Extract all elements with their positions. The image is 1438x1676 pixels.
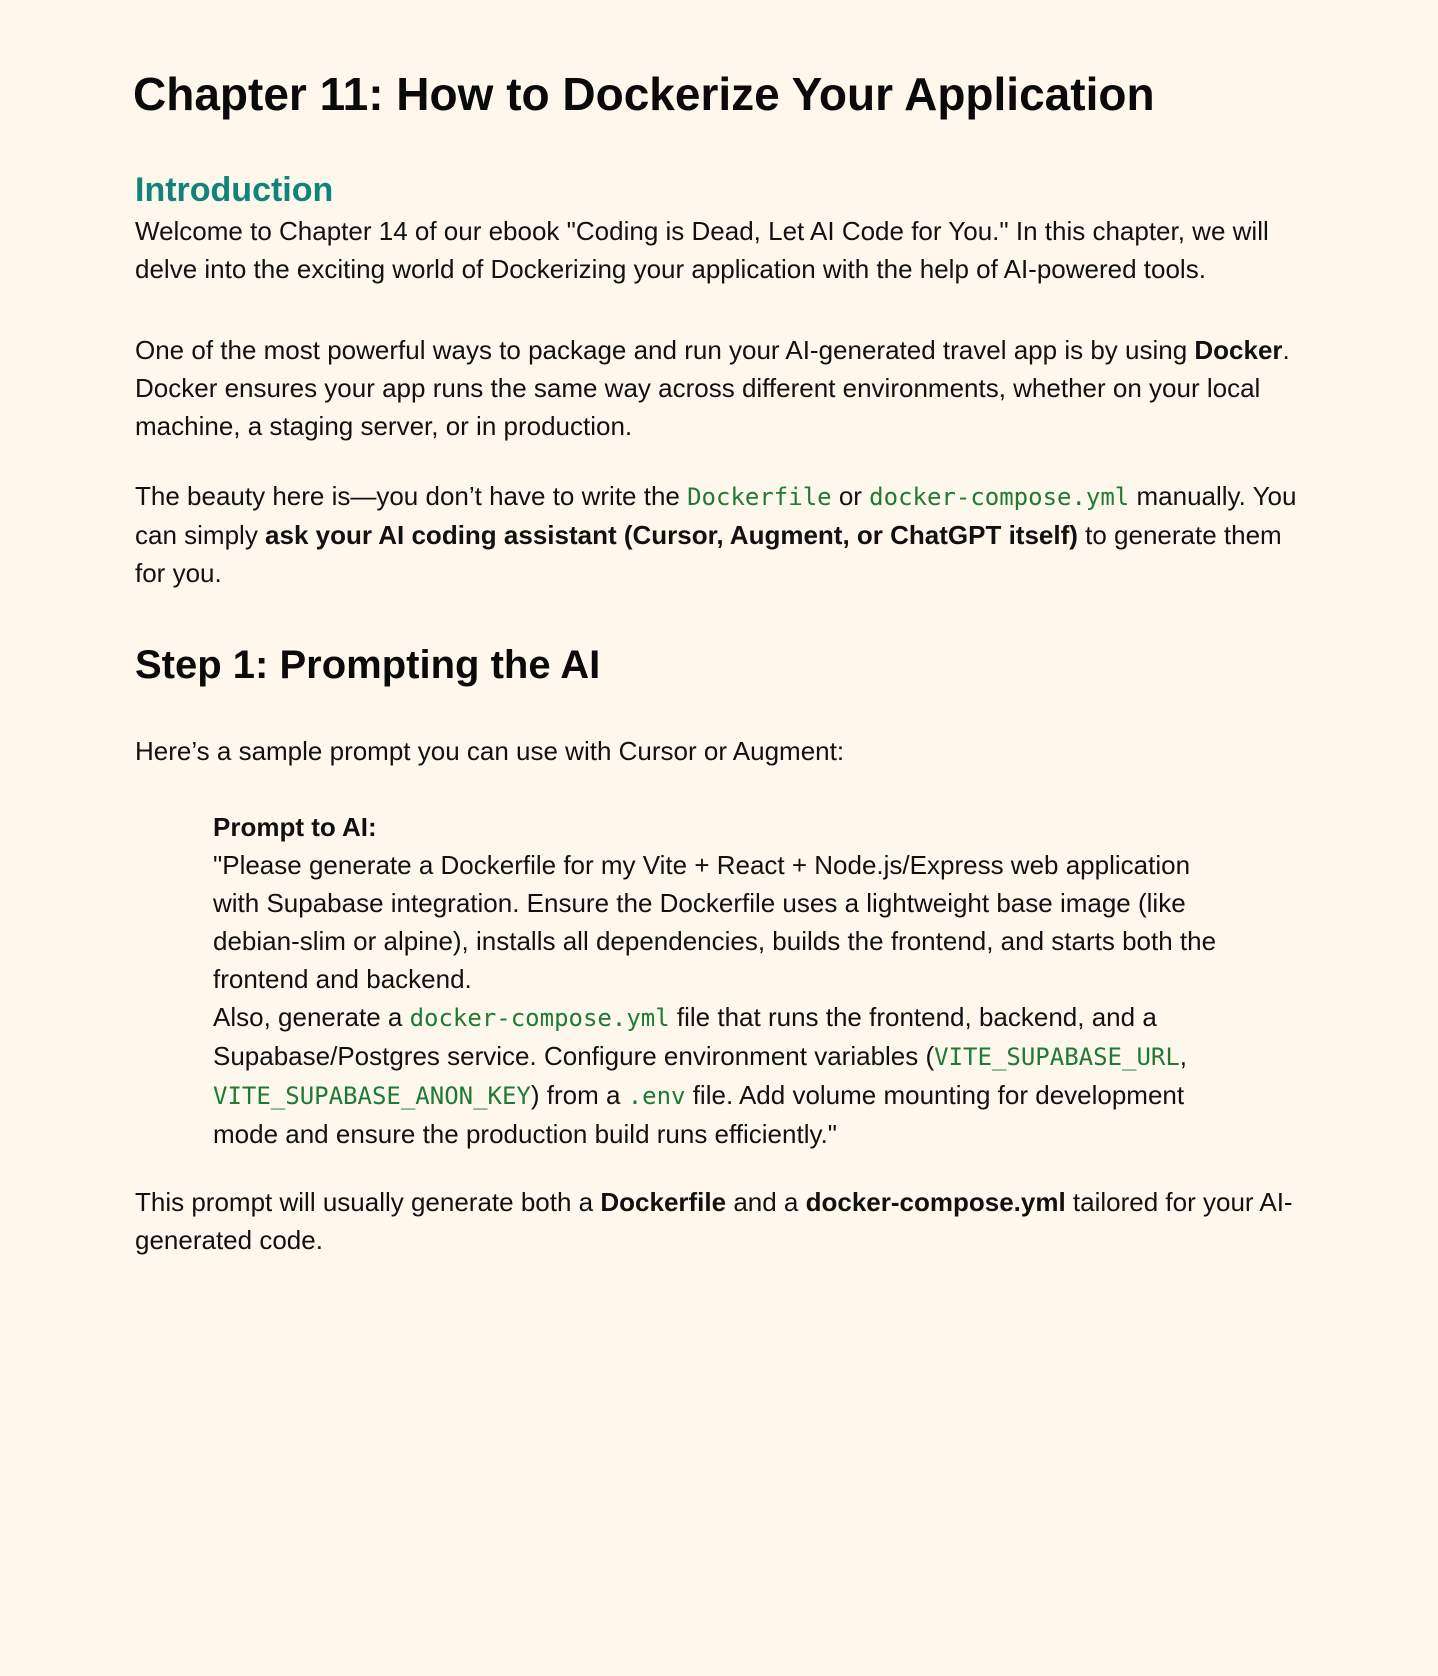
inline-code-compose: docker-compose.yml [869,483,1130,511]
text-run: and a [726,1187,806,1217]
text-run: , [1179,1041,1188,1071]
prompt-text-2 [213,998,1223,1153]
inline-code-env-file: .env [627,1082,686,1110]
text-run: file that runs the frontend, backend, and a Supabase/Postgres service. Configure environment variables ( [213,1002,1157,1071]
inline-code-env-url: VITE_SUPABASE_URL [934,1043,1180,1071]
intro-paragraph-3 [135,477,1318,592]
bold-ai-assistant: ask your AI coding assistant (Cursor, Augment, or ChatGPT itself) [265,520,1078,550]
intro-paragraph-1: Welcome to Chapter 14 of our ebook "Coding is Dead, Let AI Code for You." In this chapter, we will delve into the exciting world of Dockerizing your application with the help of AI-powered tools. [135,216,1269,284]
bold-docker: Docker [1194,335,1283,365]
inline-code-dockerfile: Dockerfile [687,483,832,511]
text-run: to generate them for you. [135,520,1282,588]
text-run: ) from a [530,1080,628,1110]
text-run: . Docker ensures your app runs the same way across different environments, whether on your local machine, a staging server, or in production. [135,335,1290,441]
step1-closing [135,1183,1318,1259]
text-run: file. Add volume mounting for development mode and ensure the production build runs efficiently." [213,1080,1185,1149]
intro-paragraph-2 [135,331,1318,445]
text-run: or [831,481,870,511]
prompt-text-1: "Please generate a Dockerfile for my Vite + React + Node.js/Express web application with Supabase integration. Ensure the Dockerfile uses a lightweight base image (like debian-slim or alpine), installs all dependencies, builds the frontend, and starts both the frontend and backend. [213,850,1217,994]
step1-lead: Here’s a sample prompt you can use with Cursor or Augment: [135,736,845,766]
bold-compose: docker-compose.yml [805,1187,1066,1217]
prompt-blockquote [213,808,1223,1153]
text-run: One of the most powerful ways to package and run your AI-generated travel app is by using [135,335,1195,365]
text-run: Also, generate a [213,1002,410,1032]
chapter-title: Chapter 11: How to Dockerize Your Application [133,68,1155,120]
text-run: This prompt will usually generate both a [135,1187,601,1217]
text-run: tailored for your AI-generated code. [135,1187,1293,1255]
inline-code-compose: docker-compose.yml [409,1004,670,1032]
inline-code-env-key: VITE_SUPABASE_ANON_KEY [213,1082,531,1110]
text-run: The beauty here is—you don’t have to write the [135,481,688,511]
text-run: manually. You can simply [135,481,1297,550]
bold-dockerfile: Dockerfile [600,1187,727,1217]
step1-heading: Step 1: Prompting the AI [135,643,601,687]
introduction-heading: Introduction [135,171,334,209]
prompt-title: Prompt to AI: [213,812,377,842]
